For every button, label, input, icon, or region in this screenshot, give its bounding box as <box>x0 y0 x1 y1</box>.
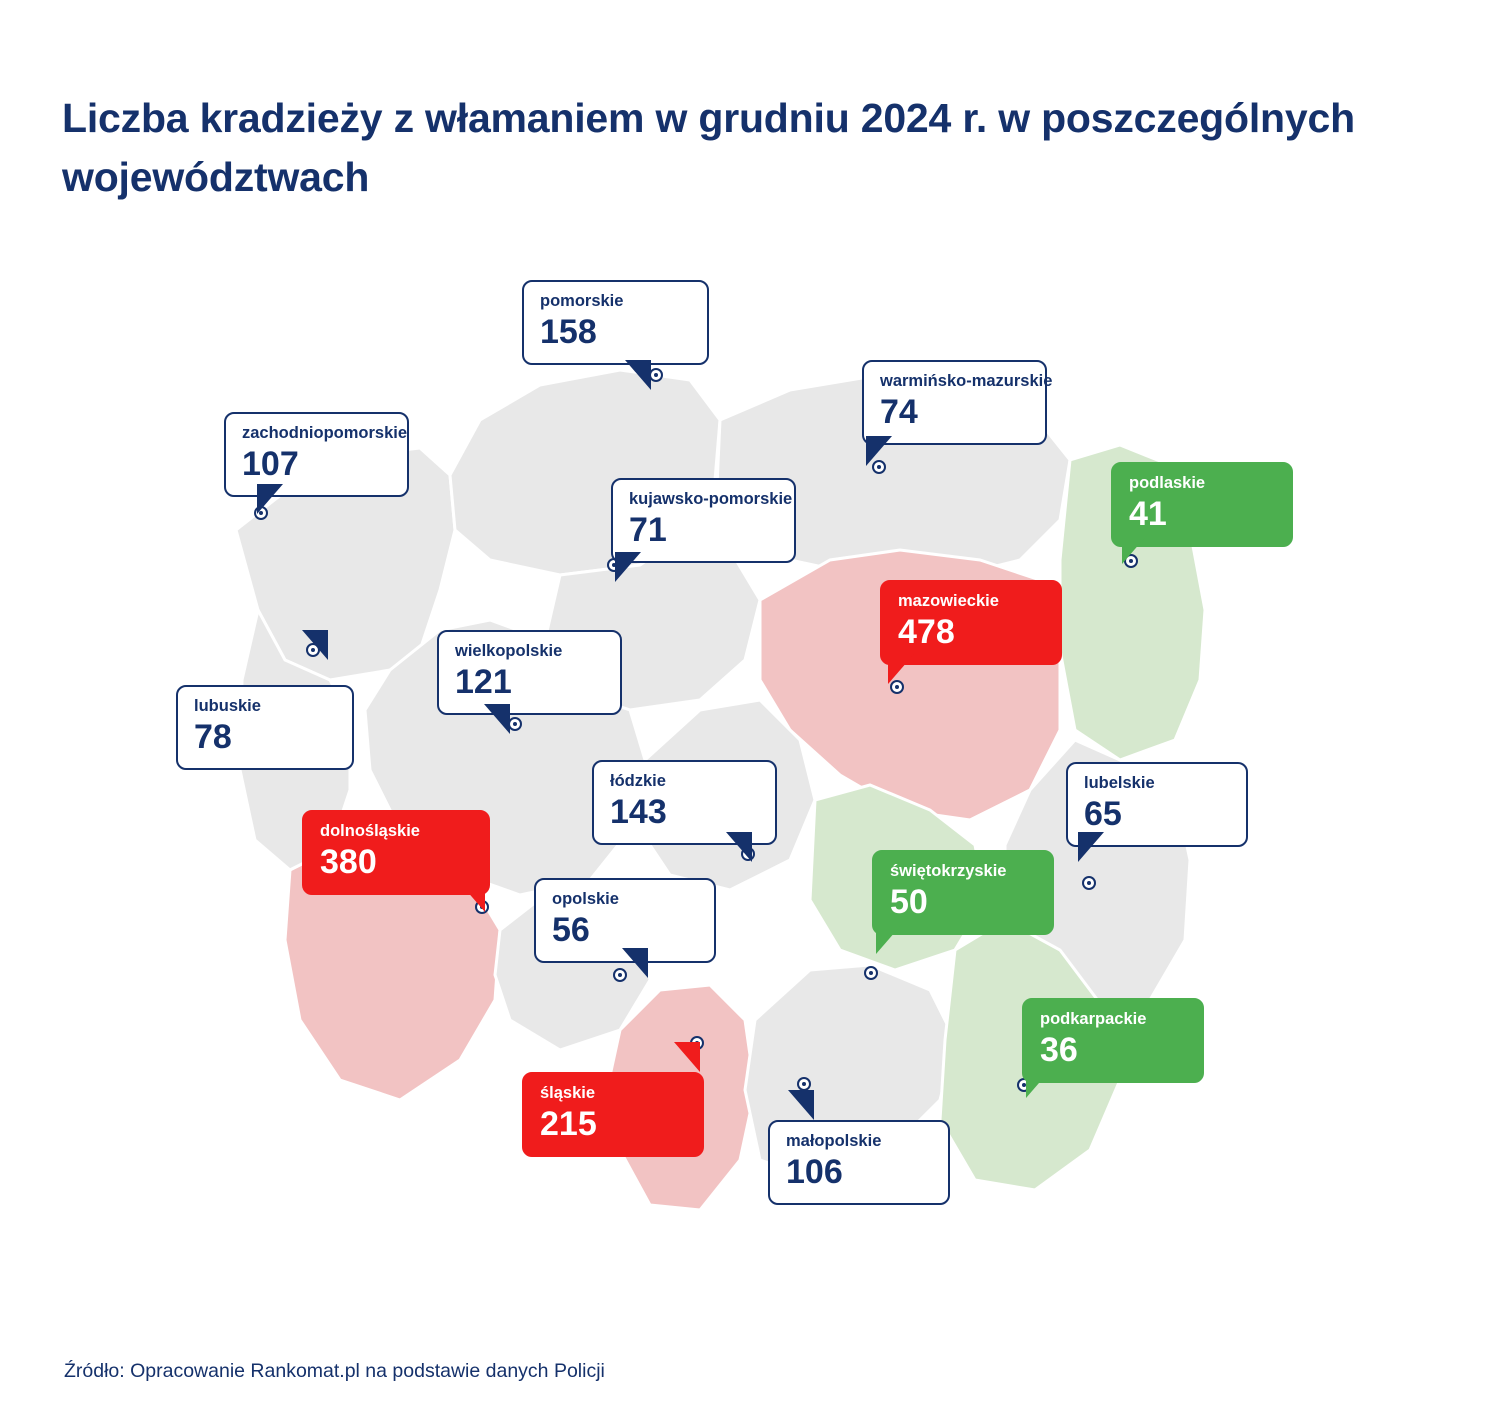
region-name: łódzkie <box>610 772 666 790</box>
region-name: podlaskie <box>1129 474 1206 492</box>
region-value: 121 <box>455 663 512 702</box>
region-value: 41 <box>1129 495 1167 534</box>
region-name: małopolskie <box>786 1132 882 1150</box>
region-value: 50 <box>890 883 928 922</box>
region-label-lubuskie[interactable] <box>176 685 354 770</box>
region-label-malopolskie[interactable] <box>768 1120 950 1205</box>
label-tail-malopolskie <box>788 1090 814 1120</box>
region-value: 36 <box>1040 1031 1078 1070</box>
region-name: świętokrzyskie <box>890 862 1007 880</box>
region-label-slaskie[interactable] <box>522 1072 704 1157</box>
label-tail-warminsko-mazurskie <box>866 436 892 466</box>
region-label-warminsko-mazurskie[interactable] <box>862 360 1053 445</box>
region-value: 478 <box>898 613 955 652</box>
label-tail-zachodniopomorskie <box>257 484 283 514</box>
region-name: dolnośląskie <box>320 822 420 840</box>
region-value: 78 <box>194 718 232 757</box>
label-tail-dolnoslaskie <box>459 882 485 912</box>
region-name: warmińsko-mazurskie <box>880 372 1053 390</box>
region-name: lubuskie <box>194 697 261 715</box>
region-value: 71 <box>629 511 667 550</box>
label-tail-opolskie <box>622 948 648 978</box>
region-label-pomorskie[interactable] <box>522 280 709 365</box>
label-tail-slaskie <box>674 1042 700 1072</box>
label-tail-mazowieckie <box>888 654 914 684</box>
region-value: 65 <box>1084 795 1122 834</box>
pin-dot-pomorskie <box>649 368 663 382</box>
region-name: pomorskie <box>540 292 624 310</box>
region-value: 107 <box>242 445 299 484</box>
region-label-mazowieckie[interactable] <box>880 580 1062 665</box>
page-title: Liczba kradzieży z włamaniem w grudniu 2024 r. w poszczególnych województwach <box>62 95 1355 200</box>
region-value: 380 <box>320 843 377 882</box>
region-value: 106 <box>786 1153 843 1192</box>
source-note: Źródło: Opracowanie Rankomat.pl na podstawie danych Policji <box>64 1360 605 1382</box>
poland-map <box>0 230 1512 1330</box>
region-name: zachodniopomorskie <box>242 424 408 442</box>
region-name: mazowieckie <box>898 592 999 610</box>
label-tail-pomorskie <box>625 360 651 390</box>
region-value: 56 <box>552 911 590 950</box>
region-value: 143 <box>610 793 667 832</box>
pin-dot-malopolskie <box>797 1077 811 1091</box>
label-tail-lodzkie <box>726 832 752 862</box>
region-name: opolskie <box>552 890 619 908</box>
region-value: 158 <box>540 313 597 352</box>
region-value: 215 <box>540 1105 597 1144</box>
region-name: wielkopolskie <box>455 642 563 660</box>
label-tail-wielkopolskie <box>484 704 510 734</box>
region-label-swietokrzyskie[interactable] <box>872 850 1054 935</box>
region-name: śląskie <box>540 1084 596 1102</box>
region-label-wielkopolskie[interactable] <box>437 630 622 715</box>
pin-dot-wielkopolskie <box>508 717 522 731</box>
region-label-zachodniopomorskie[interactable] <box>224 412 409 497</box>
region-name: podkarpackie <box>1040 1010 1147 1028</box>
region-name: kujawsko-pomorskie <box>629 490 793 508</box>
pin-dot-lubelskie <box>1082 876 1096 890</box>
region-value: 74 <box>880 393 918 432</box>
label-tail-swietokrzyskie <box>876 924 902 954</box>
label-tail-kujawsko-pomorskie <box>615 552 641 582</box>
region-label-kujawsko-pomorskie[interactable] <box>611 478 796 563</box>
label-tail-lubuskie <box>302 630 328 660</box>
region-name: lubelskie <box>1084 774 1155 792</box>
label-tail-lubelskie <box>1078 832 1104 862</box>
label-tail-podkarpackie <box>1026 1068 1052 1098</box>
label-tail-podlaskie <box>1122 534 1148 564</box>
pin-dot-swietokrzyskie <box>864 966 878 980</box>
